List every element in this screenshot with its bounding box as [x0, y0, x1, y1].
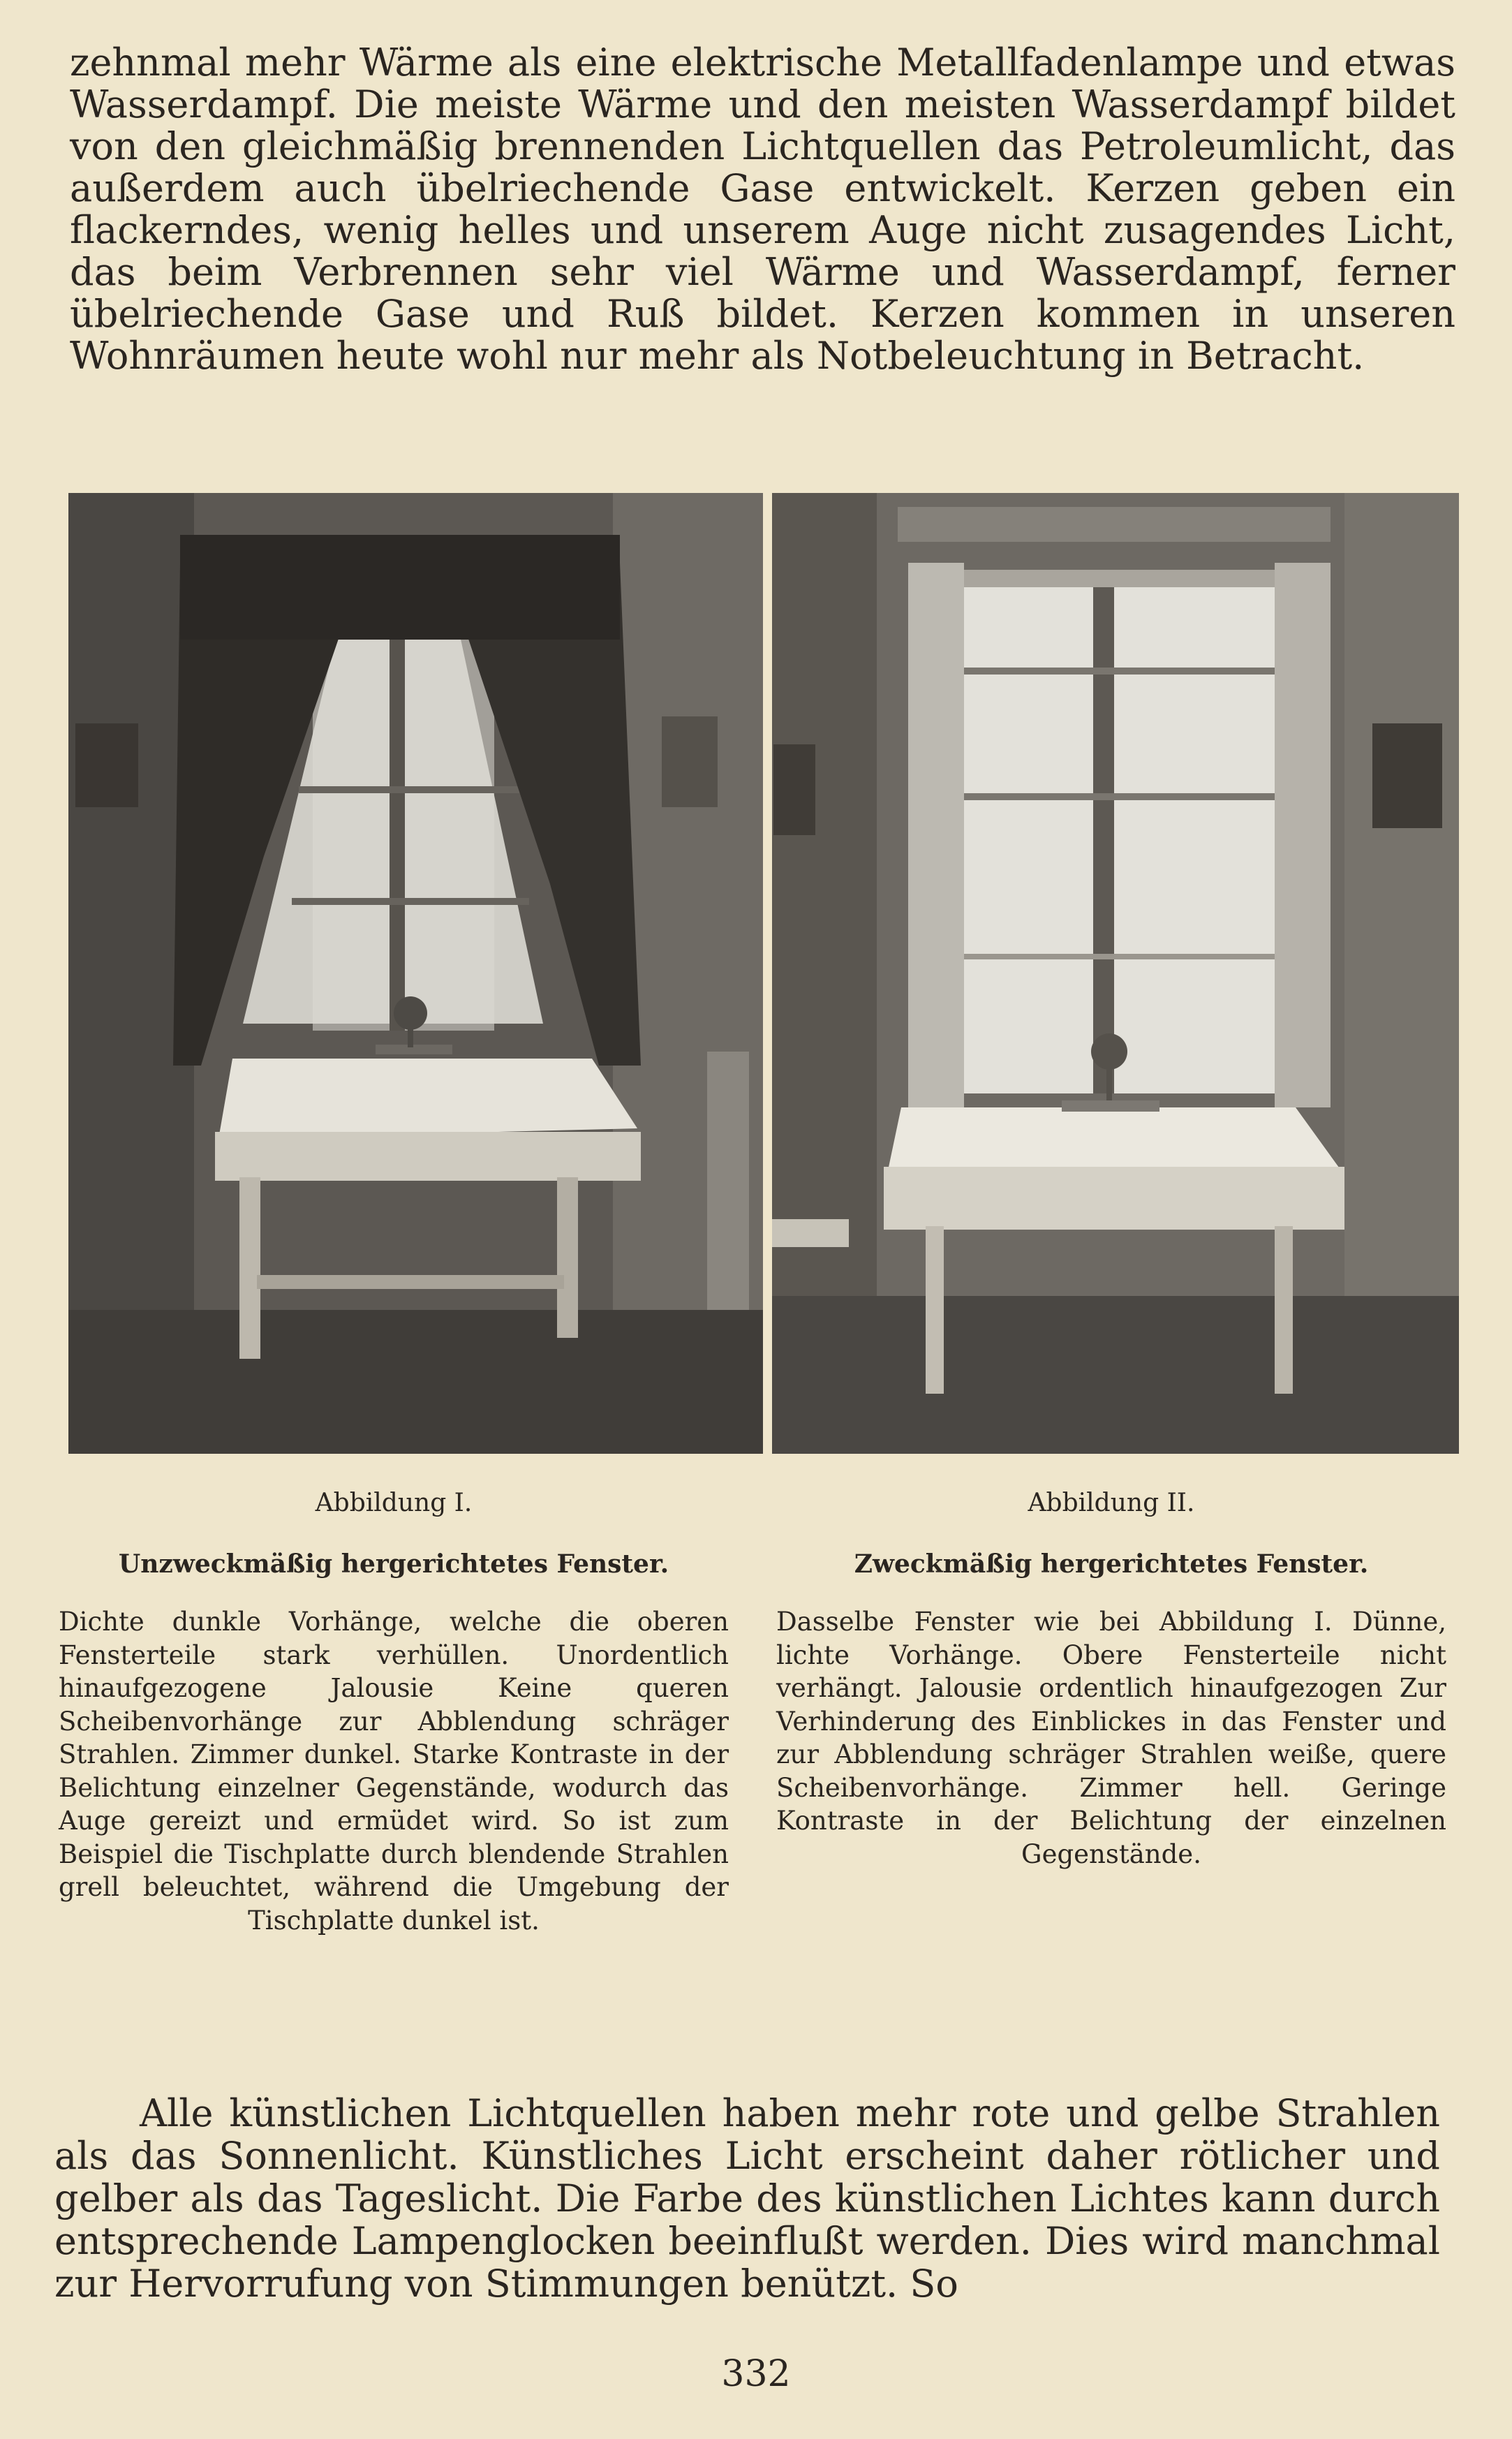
figure-2-caption — [776, 1489, 1446, 1871]
figure-1-description: Dichte dunkle Vorhänge, welche die oberen Fensterteile stark verhüllen. Unordentlich hinaufgezogene Jalousie Keine queren Scheibenvorhänge zur Abblendung schräger Strahlen. Zimmer dunkel. Starke Kontraste in der Belichtung einzelner Gegenstände, wodurch das Auge gereizt und ermüdet wird. So ist zum Beispiel die Tischplatte durch blendende Strahlen grell beleuchtet, während die Umgebung der Tischplatte dunkel ist. — [59, 1607, 729, 1936]
figure-1-caption — [59, 1489, 729, 1937]
intro-paragraph: zehnmal mehr Wärme als eine elektrische Metallfadenlampe und etwas Wasserdampf. Die meiste Wärme und den meisten Wasserdampf bildet von den gleichmäßig brennenden Lichtquellen das Petroleumlicht, das außerdem auch übelriechende Gase entwickelt. Kerzen geben ein flackerndes, wenig helles und unserem Auge nicht zusagendes Licht, das beim Verbrennen sehr viel Wärme und Wasserdampf, ferner übelriechende Gase und Ruß bildet. Kerzen kommen in unseren Wohnräumen heute wohl nur mehr als Notbeleuchtung in Betracht. — [70, 40, 1455, 378]
figure-1-title: Abbildung I. — [315, 1489, 473, 1517]
page-number: 332 — [721, 2353, 791, 2395]
figure-2-description: Dasselbe Fenster wie bei Abbildung I. Dünne, lichte Vorhänge. Obere Fensterteile nicht verhängt. Jalousie ordentlich hinaufgezogen Zur Verhinderung des Einblickes in das Fenster und zur Abblendung schräger Strahlen weiße, quere Scheibenvorhänge. Zimmer hell. Geringe Kontraste in der Belichtung der einzelnen Gegenstände. — [776, 1607, 1446, 1869]
figure-2-title: Abbildung II. — [1028, 1489, 1195, 1517]
figure-2-heading: Zweckmäßig hergerichtetes Fenster. — [854, 1549, 1369, 1579]
closing-paragraph: Alle künstlichen Lichtquellen haben mehr rote und gelbe Strahlen als das Sonnenlicht. Künstliches Licht erscheint daher rötlicher und gelber als das Tageslicht. Die Farbe des künstlichen Lichtes kann durch entsprechende Lampenglocken beeinflußt werden. Dies wird manchmal zur Hervorrufung von Stimmungen benützt. So — [54, 2091, 1440, 2306]
figure-2-photo — [772, 493, 1459, 1454]
figure-1-photo — [68, 493, 763, 1454]
figure-1-heading: Unzweckmäßig hergerichtetes Fenster. — [118, 1549, 669, 1579]
